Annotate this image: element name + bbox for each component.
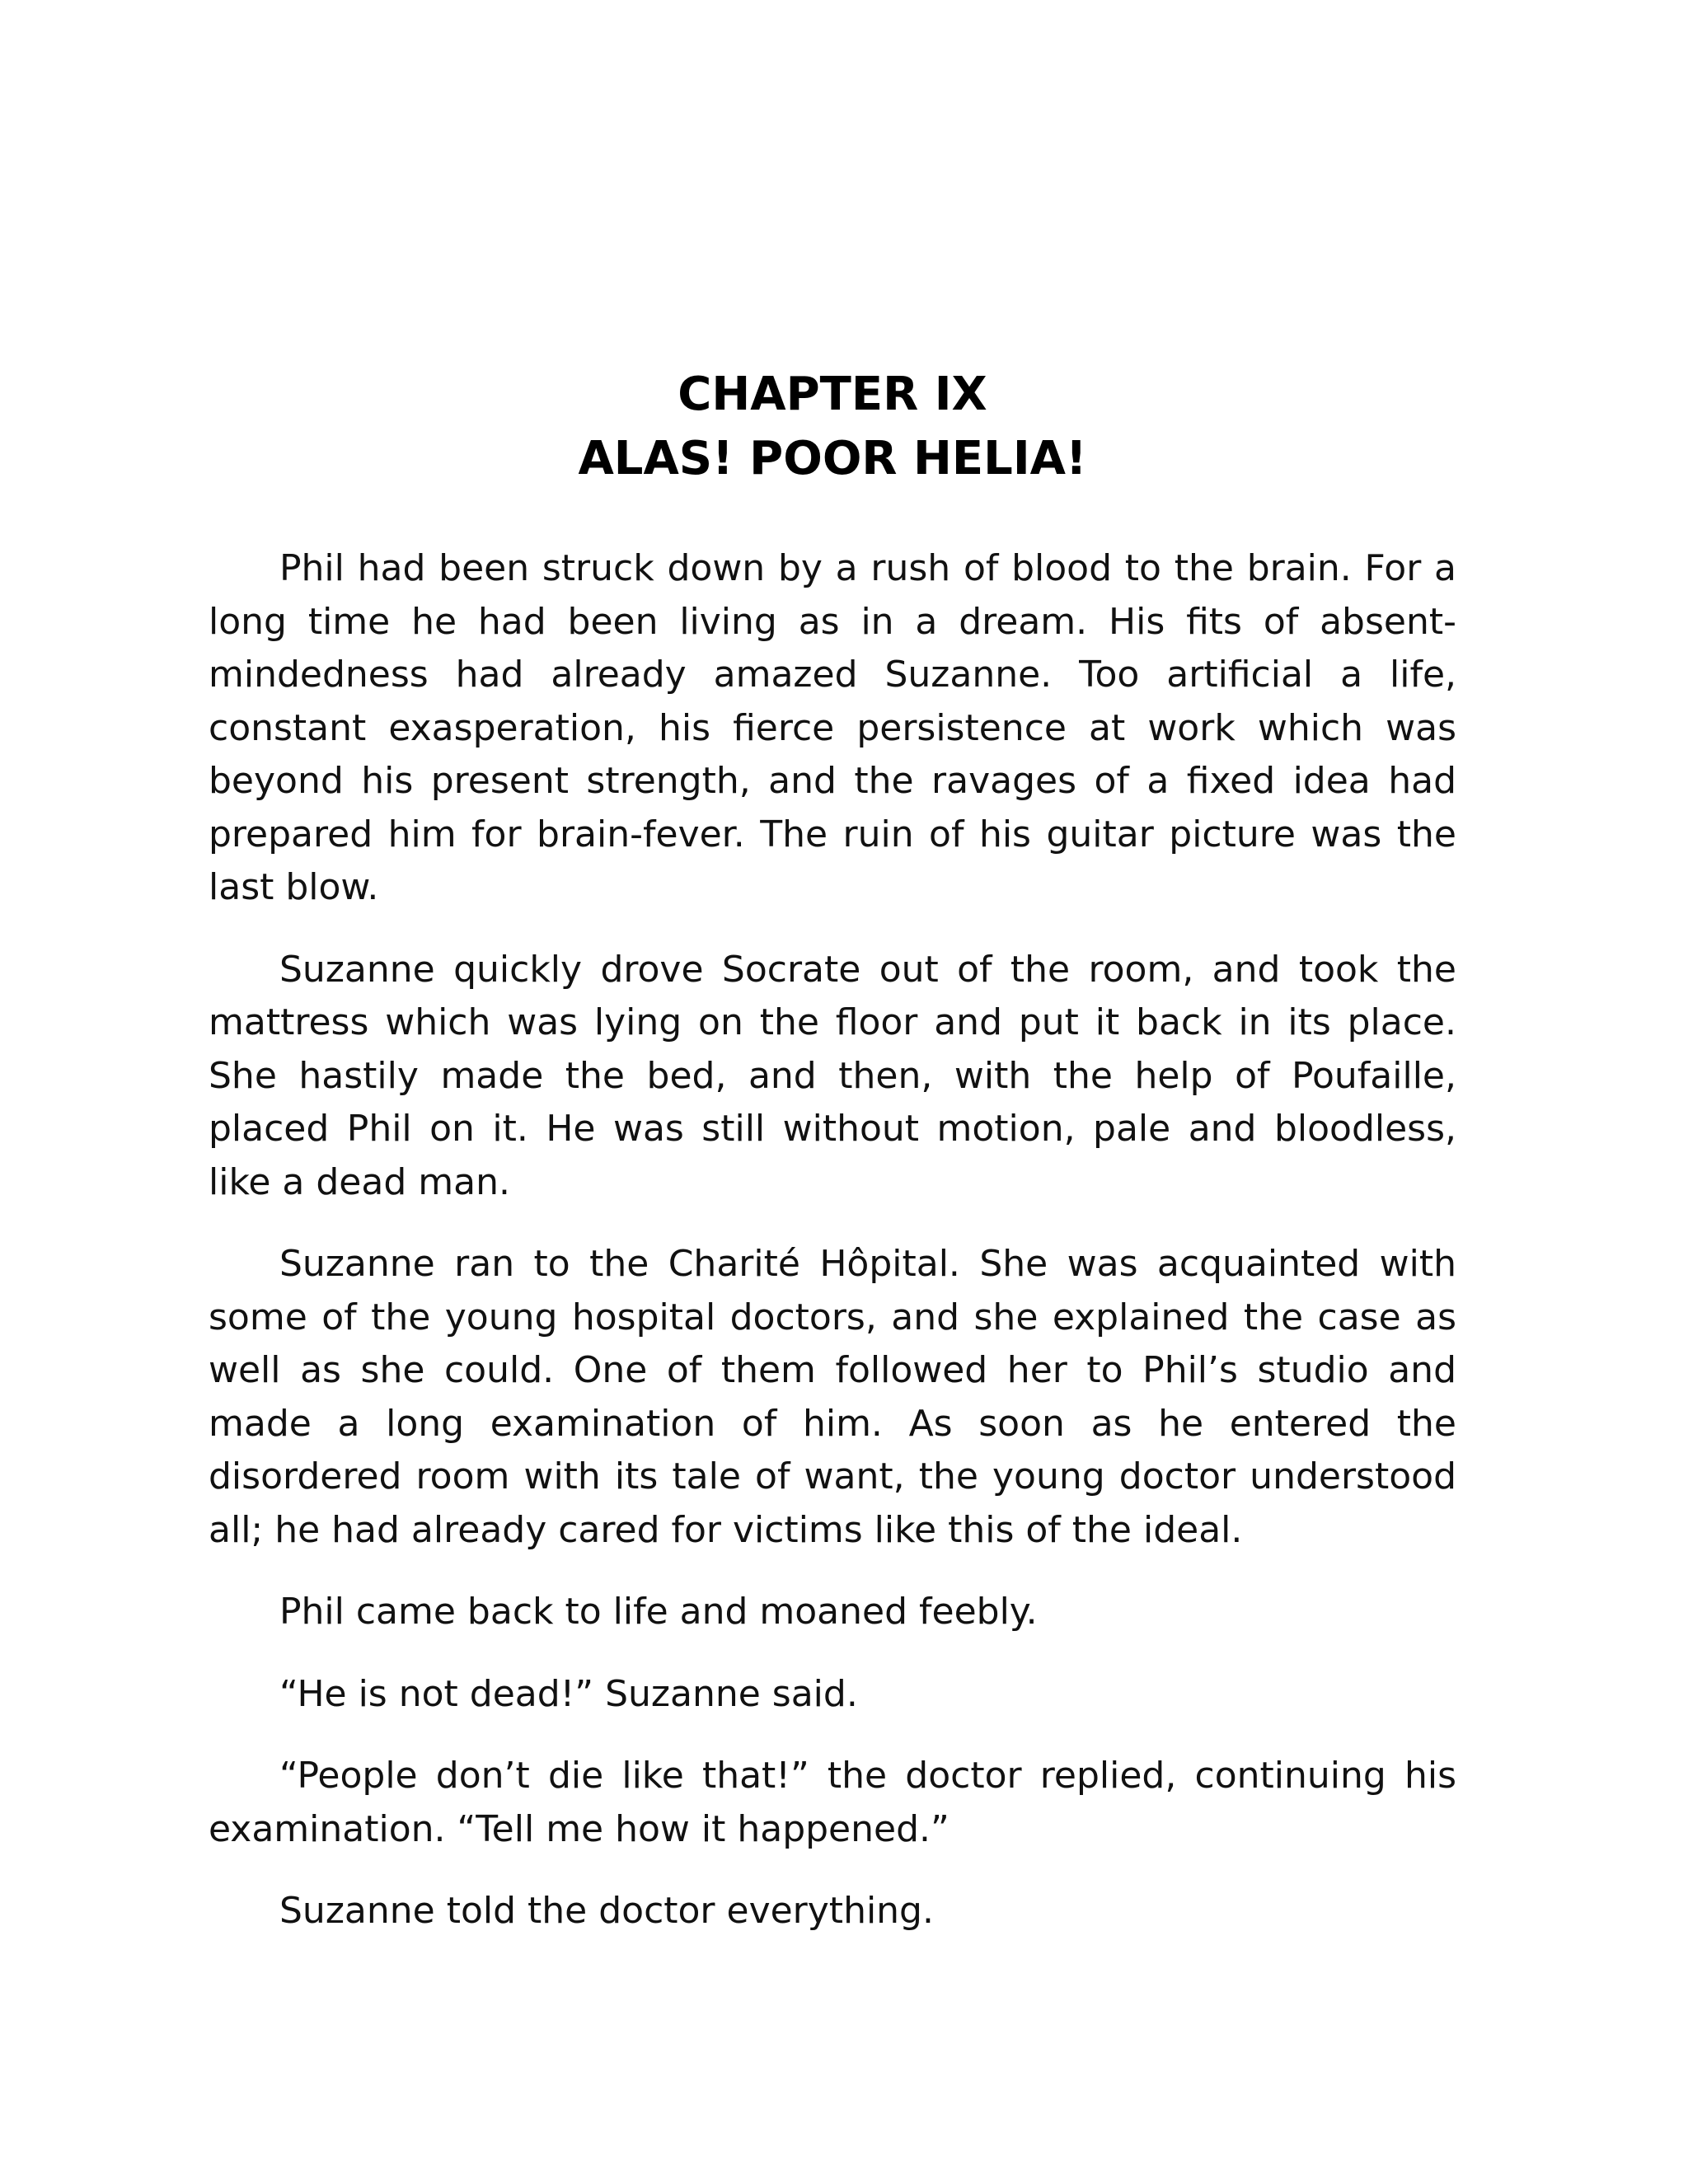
paragraph: “People don’t die like that!” the doctor replied, continuing his examination. “Tell me how it happened.” [209, 1755, 1456, 1850]
chapter-title: ALAS! POOR HELIA! [578, 432, 1087, 485]
book-page [209, 363, 1456, 1967]
chapter-heading [209, 363, 1456, 491]
chapter-body [209, 542, 1456, 1938]
paragraph: Suzanne told the doctor everything. [279, 1890, 934, 1932]
paragraph: Phil came back to life and moaned feebly. [279, 1591, 1038, 1633]
paragraph: Suzanne quickly drove Socrate out of the room, and took the mattress which was lying on the floor and put it back in its place. She hastily made the bed, and then, with the help of Poufaille, placed Phil on it. He was still without motion, pale and bloodless, like a dead man. [209, 948, 1456, 1203]
paragraph: Suzanne ran to the Charité Hôpital. She was acquainted with some of the young hospital doctors, and she explained the case as well as she could. One of them followed her to Phil’s studio and made a long examination of him. As soon as he entered the disordered room with its tale of want, the young doctor understood all; he had already cared for victims like this of the ideal. [209, 1243, 1456, 1551]
paragraph: Phil had been struck down by a rush of blood to the brain. For a long time he had been living as in a dream. His fits of absent-mindedness had already amazed Suzanne. Too artificial a life, constant exasperation, his fierce persistence at work which was beyond his present strength, and the ravages of a fixed idea had prepared him for brain-fever. The ruin of his guitar picture was the last blow. [209, 547, 1456, 908]
chapter-number: CHAPTER IX [678, 368, 987, 421]
paragraph: “He is not dead!” Suzanne said. [279, 1672, 858, 1715]
